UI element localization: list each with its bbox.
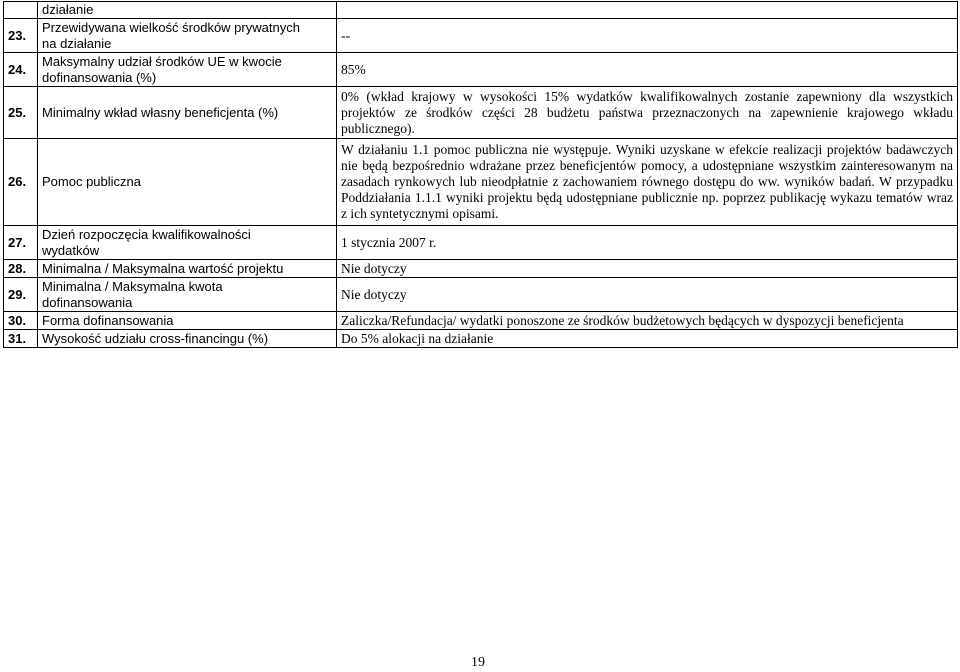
table-row	[4, 260, 958, 278]
label-line: na działanie	[42, 35, 112, 51]
table-row	[4, 2, 958, 19]
row-label: Minimalny wkład własny beneficjenta (%)	[38, 87, 337, 139]
page-number: 19	[471, 655, 485, 670]
row-label: Forma dofinansowania	[38, 312, 337, 330]
row-value: --	[337, 19, 958, 53]
table-row	[4, 87, 958, 139]
table-row	[4, 139, 958, 226]
row-number: 26.	[4, 139, 38, 226]
row-number: 31.	[4, 330, 38, 348]
label-line: wydatków	[42, 242, 100, 258]
row-label: Pomoc publiczna	[38, 139, 337, 226]
label-line: Dzień rozpoczęcia kwalifikowalności	[42, 226, 251, 242]
table-row	[4, 53, 958, 87]
label-line: dofinansowania	[42, 294, 133, 310]
label-line: Minimalna / Maksymalna kwota	[42, 278, 223, 294]
table-row	[4, 312, 958, 330]
row-label: Wysokość udziału cross-financingu (%)	[38, 330, 337, 348]
row-number: 25.	[4, 87, 38, 139]
label-line: dofinansowania (%)	[42, 69, 157, 85]
measure-details-table	[3, 1, 958, 348]
table-row	[4, 19, 958, 53]
row-label: Minimalna / Maksymalna wartość projektu	[38, 260, 337, 278]
row-number: 27.	[4, 226, 38, 260]
label-line: Przewidywana wielkość środków prywatnych	[42, 19, 300, 35]
label-line: Maksymalny udział środków UE w kwocie	[42, 53, 282, 69]
row-value: Zaliczka/Refundacja/ wydatki ponoszone ze środków budżetowych będących w dyspozycji beneficjenta	[337, 312, 958, 330]
row-label	[38, 226, 337, 260]
row-value: 85%	[337, 53, 958, 87]
row-number: 28.	[4, 260, 38, 278]
table-row	[4, 330, 958, 348]
row-label	[38, 53, 337, 87]
row-value: Do 5% alokacji na działanie	[337, 330, 958, 348]
row-number: 23.	[4, 19, 38, 53]
table-row	[4, 226, 958, 260]
row-label: działanie	[38, 2, 337, 19]
row-label	[38, 19, 337, 53]
row-value: W działaniu 1.1 pomoc publiczna nie występuje. Wyniki uzyskane w efekcie realizacji projektów badawczych nie będą bezpośrednio wdrażane przez beneficjentów pomocy, a udostępniane wszystkim zainteresowanym na zasadach rynkowych lub nieodpłatnie z zachowaniem równego dostępu do ww. wyników badań. W przypadku Poddziałania 1.1.1 wyniki projektu będą udostępniane publicznie np. poprzez publikację wykazu tematów wraz z ich syntetycznymi opisami.	[337, 139, 958, 226]
row-value: Nie dotyczy	[337, 260, 958, 278]
row-value: Nie dotyczy	[337, 278, 958, 312]
row-number: 29.	[4, 278, 38, 312]
row-value: 1 stycznia 2007 r.	[337, 226, 958, 260]
table-row	[4, 278, 958, 312]
row-number: 24.	[4, 53, 38, 87]
row-value: 0% (wkład krajowy w wysokości 15% wydatków kwalifikowalnych zostanie zapewniony dla wszystkich projektów ze środków części 28 budżetu państwa przeznaczonych na zapewnienie krajowego wkładu publicznego).	[337, 87, 958, 139]
row-number: 30.	[4, 312, 38, 330]
row-label	[38, 278, 337, 312]
